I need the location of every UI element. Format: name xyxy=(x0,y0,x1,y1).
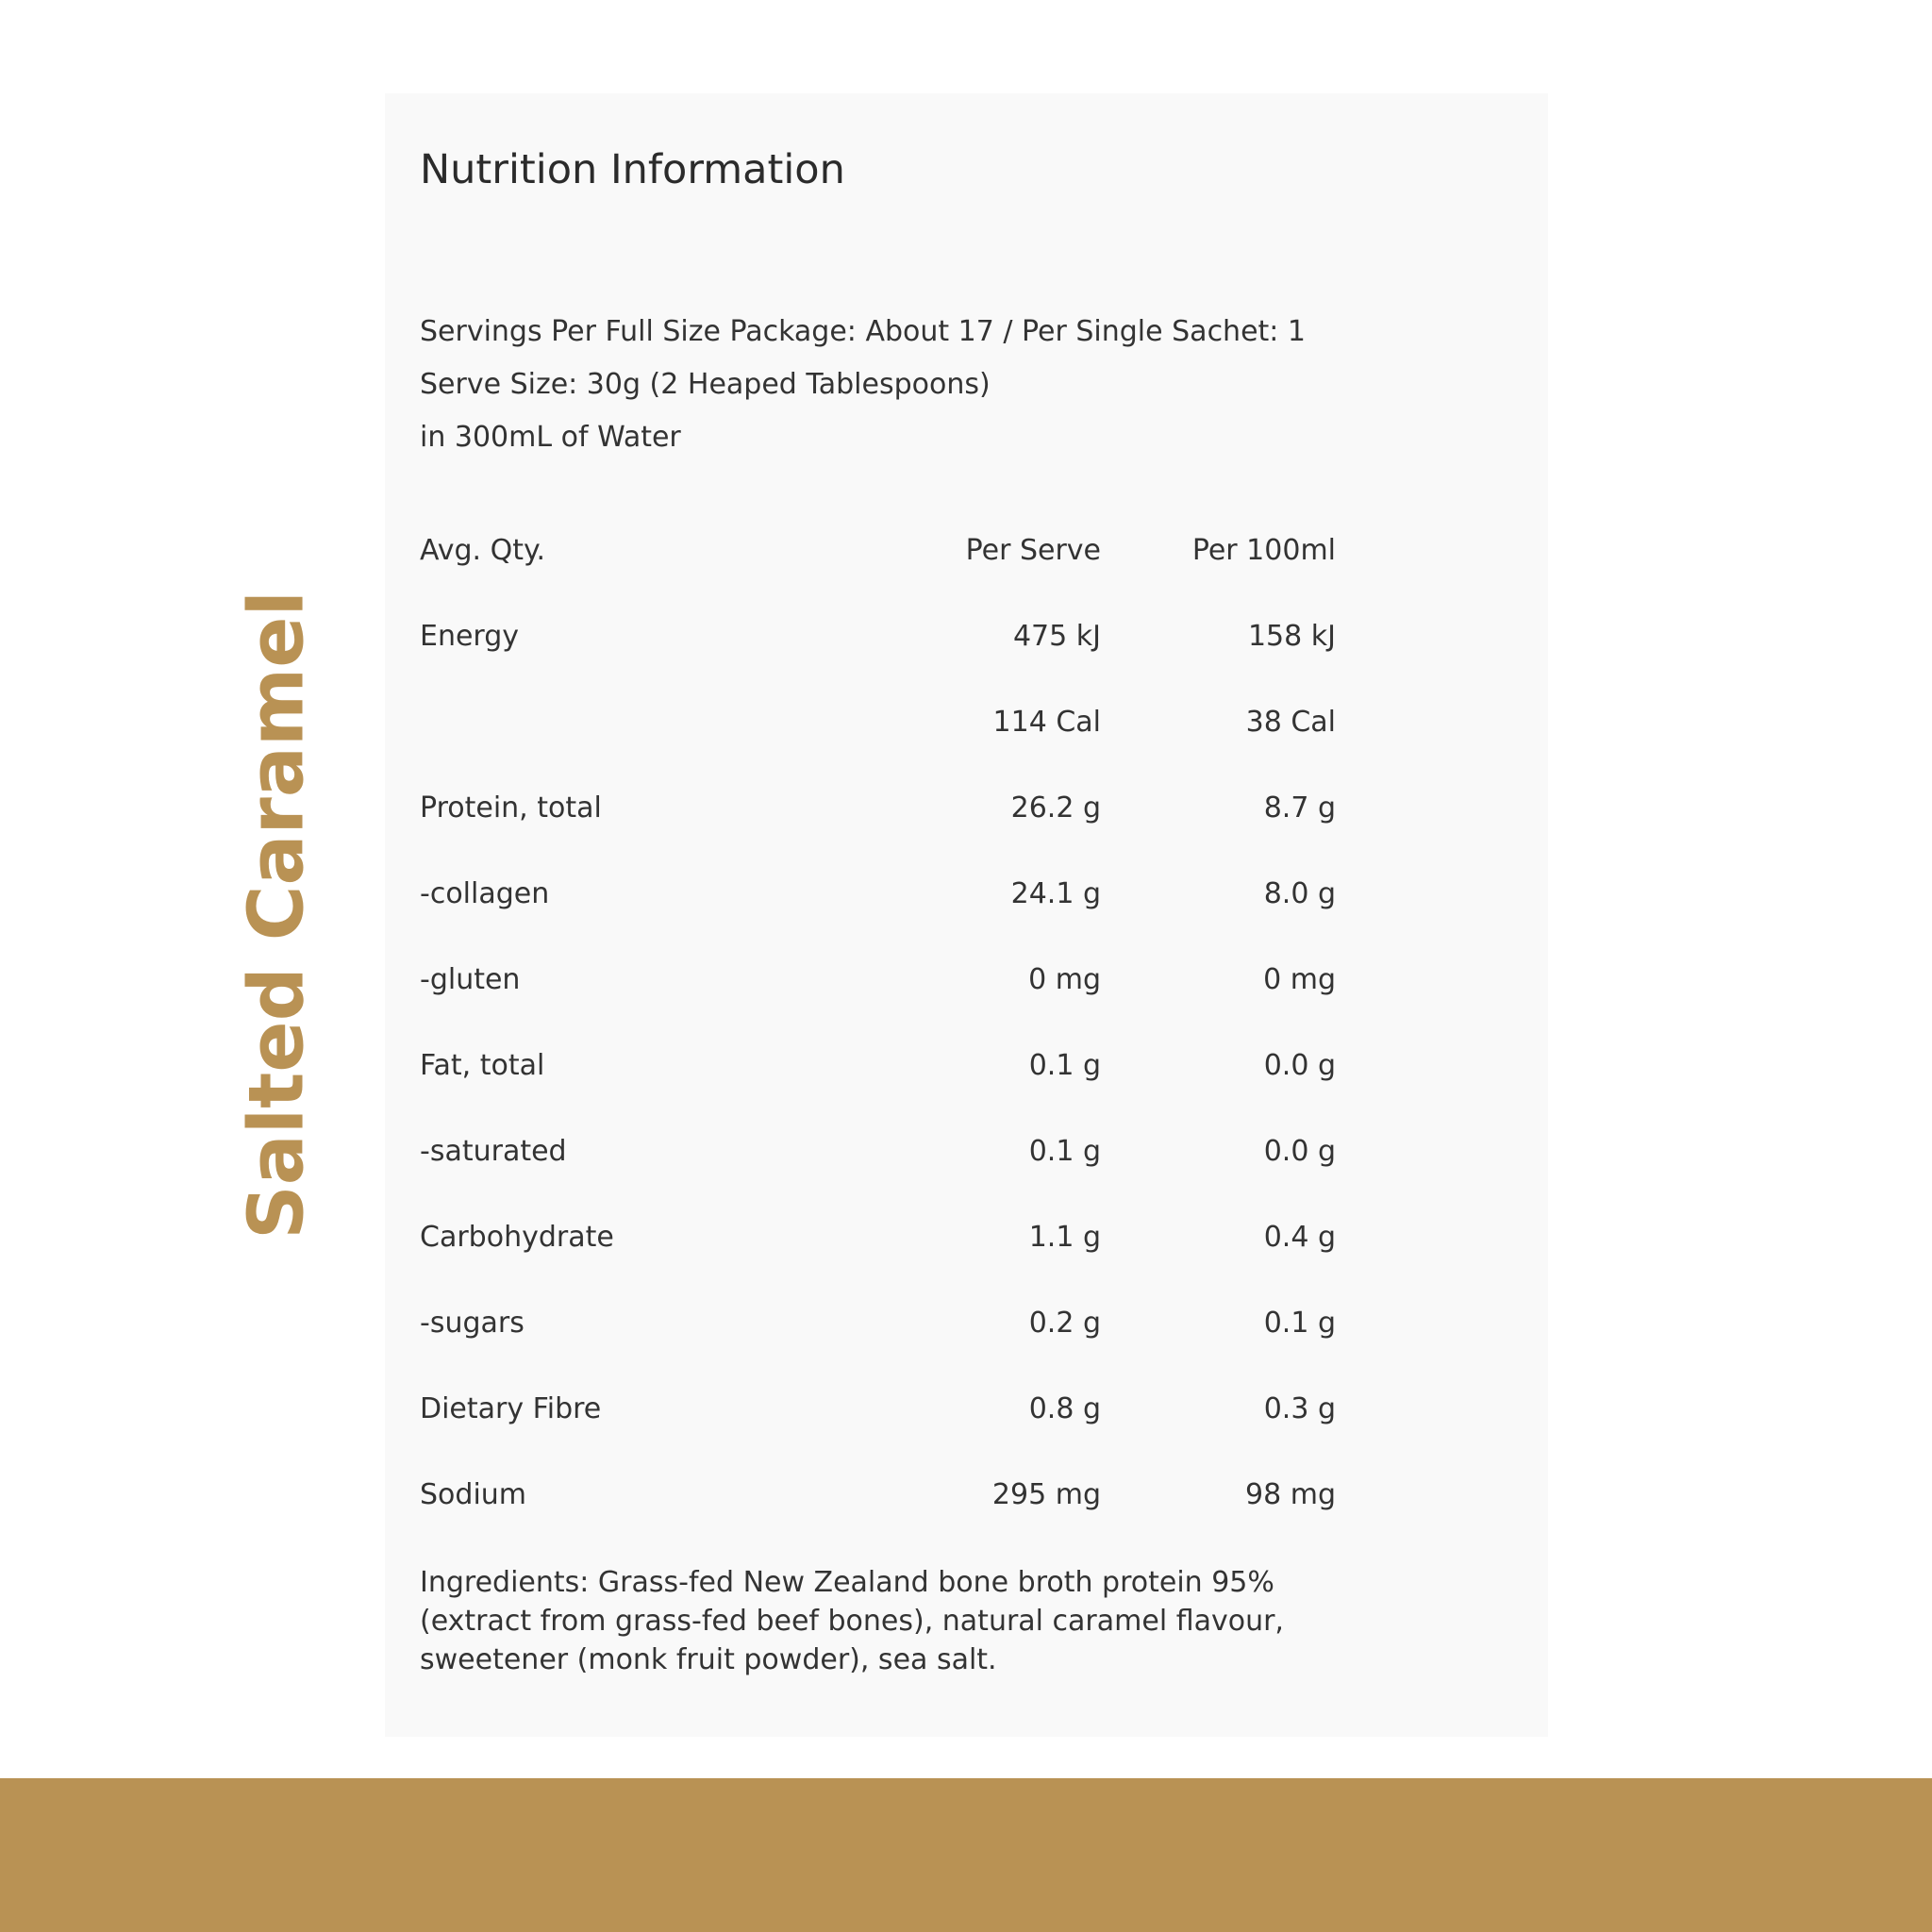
row-label-sugars: -sugars xyxy=(420,1307,525,1340)
row-calories-per-serve: 114 Cal xyxy=(992,706,1101,739)
serve-size: Serve Size: 30g (2 Heaped Tablespoons) xyxy=(420,368,991,401)
header-avg-qty: Avg. Qty. xyxy=(420,534,546,567)
footer-band xyxy=(0,1778,1932,1932)
row-label-collagen: -collagen xyxy=(420,877,550,910)
row-sodium-per-100ml: 98 mg xyxy=(1245,1478,1336,1511)
row-saturated-per-serve: 0.1 g xyxy=(1028,1135,1101,1168)
row-collagen-per-serve: 24.1 g xyxy=(1010,877,1101,910)
row-sugars-per-100ml: 0.1 g xyxy=(1263,1307,1336,1340)
row-gluten-per-serve: 0 mg xyxy=(1028,963,1101,996)
row-dietary-fibre-per-100ml: 0.3 g xyxy=(1263,1392,1336,1425)
row-sodium-per-serve: 295 mg xyxy=(991,1478,1101,1511)
row-carbohydrate-per-100ml: 0.4 g xyxy=(1263,1221,1336,1254)
row-energy-per-serve: 475 kJ xyxy=(1012,620,1101,653)
row-protein-per-100ml: 8.7 g xyxy=(1263,791,1336,824)
header-per-100ml: Per 100ml xyxy=(1191,534,1336,567)
row-label-dietary-fibre: Dietary Fibre xyxy=(420,1392,602,1425)
row-collagen-per-100ml: 8.0 g xyxy=(1263,877,1336,910)
row-label-sodium: Sodium xyxy=(420,1478,527,1511)
row-label-fat: Fat, total xyxy=(420,1049,545,1082)
ingredients-text: Ingredients: Grass-fed New Zealand bone broth protein 95% (extract from grass-fed beef bones), natural caramel flavour, sweetener (monk fruit powder), sea salt. xyxy=(420,1566,1284,1676)
row-gluten-per-100ml: 0 mg xyxy=(1263,963,1336,996)
row-dietary-fibre-per-serve: 0.8 g xyxy=(1028,1392,1101,1425)
row-sugars-per-serve: 0.2 g xyxy=(1028,1307,1101,1340)
flavour-label: Salted Caramel xyxy=(232,591,321,1240)
row-label-protein: Protein, total xyxy=(420,791,602,824)
row-protein-per-serve: 26.2 g xyxy=(1010,791,1101,824)
serve-water: in 300mL of Water xyxy=(420,421,681,454)
row-label-saturated: -saturated xyxy=(420,1135,567,1168)
page-title: Nutrition Information xyxy=(420,146,845,193)
servings-per-package: Servings Per Full Size Package: About 17 / Per Single Sachet: 1 xyxy=(420,315,1307,348)
row-label-gluten: -gluten xyxy=(420,963,521,996)
header-per-serve: Per Serve xyxy=(965,534,1101,567)
row-fat-per-100ml: 0.0 g xyxy=(1263,1049,1336,1082)
row-fat-per-serve: 0.1 g xyxy=(1028,1049,1101,1082)
row-saturated-per-100ml: 0.0 g xyxy=(1263,1135,1336,1168)
row-carbohydrate-per-serve: 1.1 g xyxy=(1028,1221,1101,1254)
row-energy-per-100ml: 158 kJ xyxy=(1247,620,1336,653)
row-label-energy: Energy xyxy=(420,620,520,653)
row-label-carbohydrate: Carbohydrate xyxy=(420,1221,614,1254)
row-calories-per-100ml: 38 Cal xyxy=(1245,706,1336,739)
